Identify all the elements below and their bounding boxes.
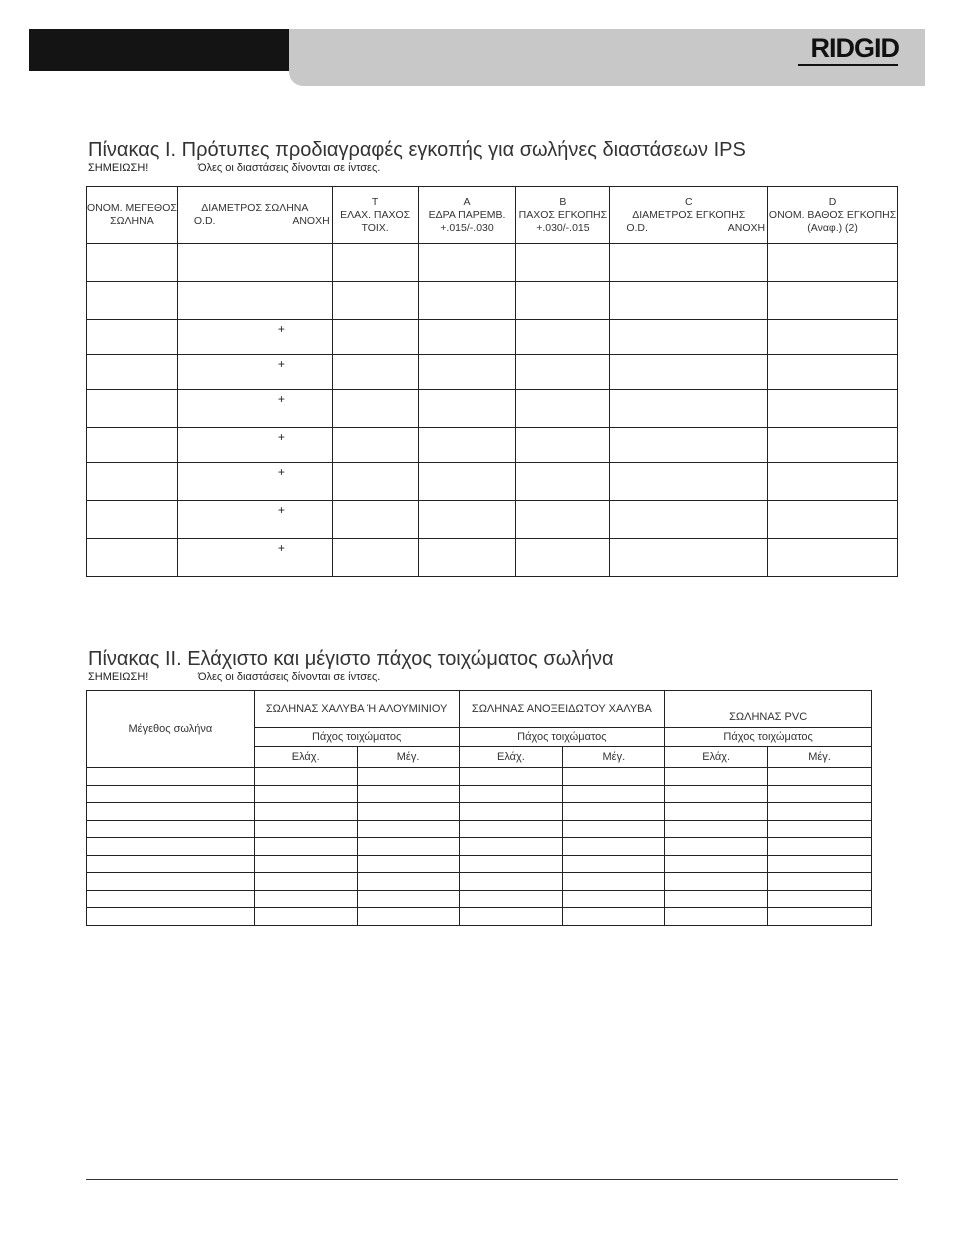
- table-row: [87, 539, 898, 577]
- table2-header-wall: Πάχος τοιχώματος: [665, 728, 872, 747]
- table-row: [87, 463, 898, 501]
- table2-header-size: Μέγεθος σωλήνα: [87, 691, 255, 768]
- table1-header-d: D ΟΝΟΜ. ΒΑΘΟΣ ΕΓΚΟΠΗΣ (Αναφ.) (2): [768, 187, 898, 244]
- plus-sign: +: [277, 392, 285, 406]
- table2-header-min: Ελάχ.: [459, 747, 563, 768]
- table2-note-label: ΣΗΜΕΙΩΣΗ!: [88, 671, 149, 683]
- plus-sign: +: [277, 357, 285, 371]
- table1-note: [88, 162, 381, 174]
- table-row: [87, 838, 872, 856]
- table1-note-text: Όλες οι διαστάσεις δίνονται σε ίντσες.: [198, 162, 381, 174]
- table1-header-c: C ΔΙΑΜΕΤΡΟΣ ΕΓΚΟΠΗΣ O.D. ΑΝΟΧΗ: [610, 187, 768, 244]
- table2-header-steel: ΣΩΛΗΝΑΣ ΧΑΛΥΒΑ Ή ΑΛΟΥΜΙΝΙΟΥ: [254, 691, 459, 728]
- table2-header-stainless: ΣΩΛΗΝΑΣ ΑΝΟΞΕΙΔΩΤΟΥ ΧΑΛΥΒΑ: [459, 691, 665, 728]
- table2-note-text: Όλες οι διαστάσεις δίνονται σε ίντσες.: [198, 671, 381, 683]
- table-row: [87, 890, 872, 908]
- table-row: [87, 803, 872, 821]
- table1-header-nom-size: ΟΝΟΜ. ΜΕΓΕΘΟΣ ΣΩΛΗΝΑ: [87, 187, 178, 244]
- table2-header-min: Ελάχ.: [665, 747, 768, 768]
- table2-header-row-1: [87, 691, 872, 728]
- plus-sign: +: [277, 430, 285, 444]
- table2-header-wall: Πάχος τοιχώματος: [254, 728, 459, 747]
- table1-note-label: ΣΗΜΕΙΩΣΗ!: [88, 162, 149, 174]
- ridgid-logo: RIDGID: [810, 33, 899, 63]
- table-row: [87, 244, 898, 282]
- footer-rule: [86, 1179, 898, 1180]
- table-row: [87, 855, 872, 873]
- header-grey-tab: [289, 71, 925, 86]
- logo-underline: [798, 64, 898, 66]
- plus-sign: +: [277, 541, 285, 555]
- table2-header-pvc: ΣΩΛΗΝΑΣ PVC: [665, 691, 872, 728]
- table-row: [87, 785, 872, 803]
- table-row: [87, 768, 872, 786]
- table1-header-b: B ΠΑΧΟΣ ΕΓΚΟΠΗΣ +.030/-.015: [516, 187, 610, 244]
- table2-header-max: Μέγ.: [357, 747, 459, 768]
- table1-header-a: A ΕΔΡΑ ΠΑΡΕΜΒ. +.015/-.030: [418, 187, 516, 244]
- table-row: [87, 390, 898, 428]
- table2-header-wall: Πάχος τοιχώματος: [459, 728, 665, 747]
- table-row: [87, 355, 898, 390]
- table-row: [87, 820, 872, 838]
- table2-note: [88, 671, 381, 683]
- table-row: [87, 320, 898, 355]
- plus-sign: +: [277, 322, 285, 336]
- table-row: [87, 428, 898, 463]
- table2-header-min: Ελάχ.: [254, 747, 357, 768]
- table-row: [87, 908, 872, 926]
- table1-header-pipe-dia: ΔΙΑΜΕΤΡΟΣ ΣΩΛΗΝΑ O.D. ΑΝΟΧΗ: [177, 187, 332, 244]
- table2-header-max: Μέγ.: [768, 747, 872, 768]
- table1-header-t: T ΕΛΑΧ. ΠΑΧΟΣ ΤΟΙΧ.: [332, 187, 418, 244]
- table2-header-max: Μέγ.: [563, 747, 665, 768]
- table2-wall-thickness: [86, 690, 872, 926]
- table1-title: Πίνακας I. Πρότυπες προδιαγραφές εγκοπής για σωλήνες διαστάσεων IPS: [88, 139, 746, 161]
- table1-header-row: [87, 187, 898, 244]
- table2-title: Πίνακας II. Ελάχιστο και μέγιστο πάχος τοιχώματος σωλήνα: [88, 648, 614, 670]
- plus-sign: +: [277, 465, 285, 479]
- plus-sign: +: [277, 503, 285, 517]
- table-row: [87, 501, 898, 539]
- header-black-bar: [29, 29, 289, 71]
- table-row: [87, 873, 872, 891]
- table1-groove-specs: [86, 186, 898, 577]
- table-row: [87, 282, 898, 320]
